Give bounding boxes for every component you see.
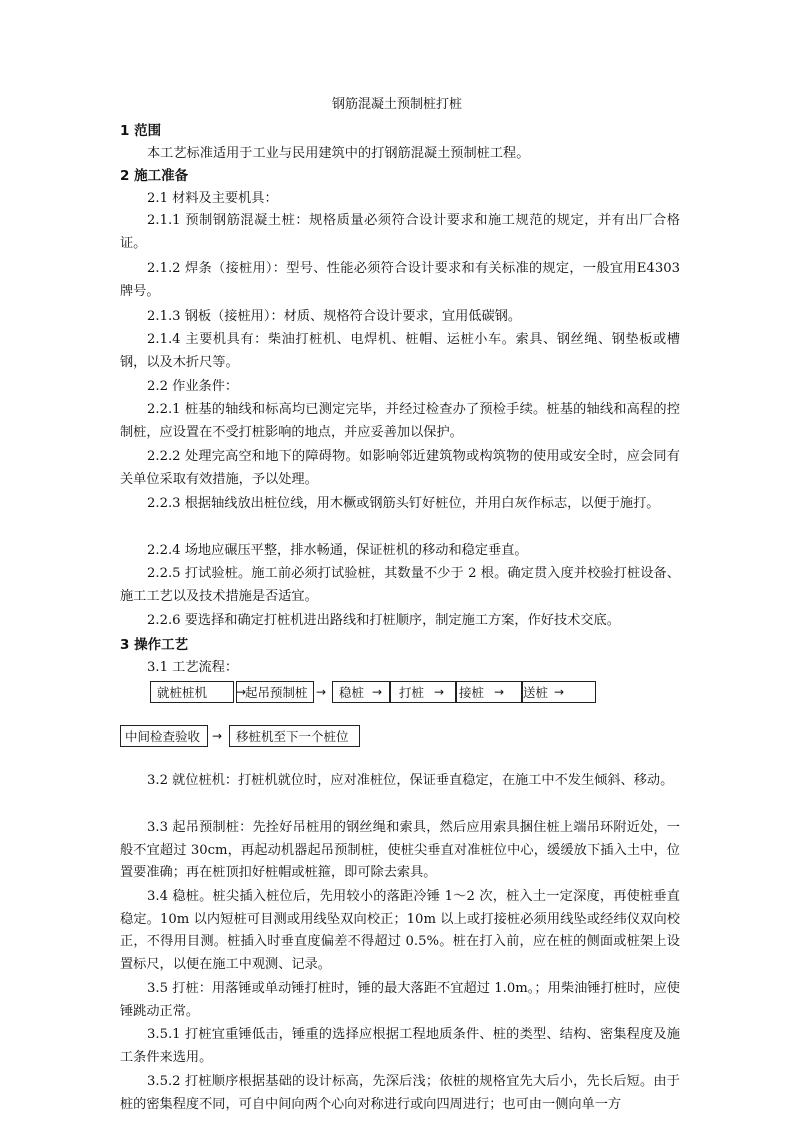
paragraph: 2.1.2 焊条（接桩用）：型号、性能必须符合设计要求和有关标准的规定，一般宜用E4303 牌号。: [120, 261, 680, 299]
flow-arrow-icon: →: [372, 685, 383, 699]
flow-arrow-icon: →: [434, 685, 445, 699]
paragraph: 2.2.1 桩基的轴线和标高均已测定完毕，并经过检查办了预检手续。桩基的轴线和高程的控制桩，应设置在不受打桩影响的地点，并应妥善加以保护。: [120, 402, 680, 440]
section-heading-3: 3 操作工艺: [120, 637, 189, 653]
paragraph: 2.1 材料及主要机具：: [147, 191, 278, 206]
flow-step-move-to-next: 移桩机至下一个桩位: [229, 725, 360, 747]
flow-arrow-icon: →: [236, 685, 247, 699]
paragraph: 3.5.1 打桩宜重锤低击，锤重的选择应根据工程地质条件、桩的类型、结构、密集程度及施工条件来选用。: [120, 1027, 680, 1065]
flow-arrow-icon: →: [316, 685, 327, 699]
paragraph: 3.5.2 打桩顺序根据基础的设计标高，先深后浅；依桩的规格宜先大后小，先长后短。由于桩的密集程度不同，可自中间向两个心向对称进行或向四周进行；也可由一侧向单一方: [120, 1074, 680, 1112]
flow-step-follow-pile: 送桩: [522, 681, 596, 703]
section-heading-1: 1 范围: [120, 123, 162, 139]
flow-step-midway-inspection: 中间检查验收: [120, 725, 208, 747]
section-heading-2: 2 施工准备: [120, 168, 189, 184]
paragraph: 2.2.4 场地应碾压平整，排水畅通，保证桩机的移动和稳定垂直。: [147, 543, 528, 558]
flow-step-lift-pile: 起吊预制桩: [236, 681, 314, 703]
paragraph: 2.2 作业条件：: [147, 379, 239, 394]
document-title: 钢筋混凝土预制桩打桩: [331, 97, 462, 112]
paragraph: 3.4 稳桩。桩尖插入桩位后，先用较小的落距冷锤 1～2 次，桩入土一定深度，再使桩垂直稳定。10m 以内短桩可目测或用线坠双向校正；10m 以上或打接桩必须用线坠或经纬仪双向校正，不得用目测。桩插入时垂直度偏差不得超过 0.5%。桩在打入前，应在桩的侧面或桩架上设置标尺，以便在施工中观测、记录。: [120, 889, 680, 972]
paragraph: 2.1.3 钢板（接桩用）：材质、规格符合设计要求，宜用低碳钢。: [147, 309, 522, 324]
paragraph: 2.2.6 要选择和确定打桩机进出路线和打桩顺序，制定施工方案，作好技术交底。: [147, 613, 620, 628]
flow-arrow-icon: →: [212, 729, 223, 743]
paragraph: 3.2 就位桩机：打桩机就位时，应对准桩位，保证垂直稳定，在施工中不发生倾斜、移动。: [147, 773, 674, 788]
flow-arrow-icon: →: [554, 685, 565, 699]
flow-arrow-icon: →: [494, 685, 505, 699]
paragraph: 2.2.2 处理完高空和地下的障碍物。如影响邻近建筑物或构筑物的使用或安全时，应会同有关单位采取有效措施，予以处理。: [120, 449, 680, 487]
flow-step-position-rig: 就桩桩机: [150, 681, 234, 703]
paragraph: 本工艺标准适用于工业与民用建筑中的打钢筋混凝土预制桩工程。: [147, 146, 530, 161]
flow-step-drive-pile: 打桩: [390, 681, 456, 703]
paragraph: 2.1.1 预制钢筋混凝土桩：规格质量必须符合设计要求和施工规范的规定，并有出厂合格证。: [120, 213, 680, 251]
paragraph: 2.2.3 根据轴线放出桩位线，用木橛或钢筋头钉好桩位，并用白灰作标志，以便于施打。: [147, 496, 660, 511]
paragraph: 3.1 工艺流程：: [147, 660, 239, 675]
paragraph: 3.5 打桩：用落锤或单动锤打桩时，锤的最大落距不宜超过 1.0m。；用柴油锤打桩时，应使锤跳动正常。: [120, 981, 680, 1019]
flow-step-stabilize: 稳桩: [332, 681, 390, 703]
flow-step-splice-pile: 接桩: [456, 681, 522, 703]
paragraph: 3.3 起吊预制桩：先拴好吊桩用的钢丝绳和索具，然后应用索具捆住桩上端吊环附近处，一般不宜超过 30cm，再起动机器起吊预制桩，使桩尖垂直对准桩位中心，缓缓放下插入土中，位置要准确；再在桩顶扣好桩帽或桩箍，即可除去索具。: [120, 820, 680, 880]
paragraph: 2.2.5 打试验桩。施工前必须打试验桩，其数量不少于 2 根。确定贯入度并校验打桩设备、施工工艺以及技术措施是否适宜。: [120, 566, 680, 604]
paragraph: 2.1.4 主要机具有：柴油打桩机、电焊机、桩帽、运桩小车。索具、钢丝绳、钢垫板或槽钢，以及木折尺等。: [120, 332, 680, 370]
